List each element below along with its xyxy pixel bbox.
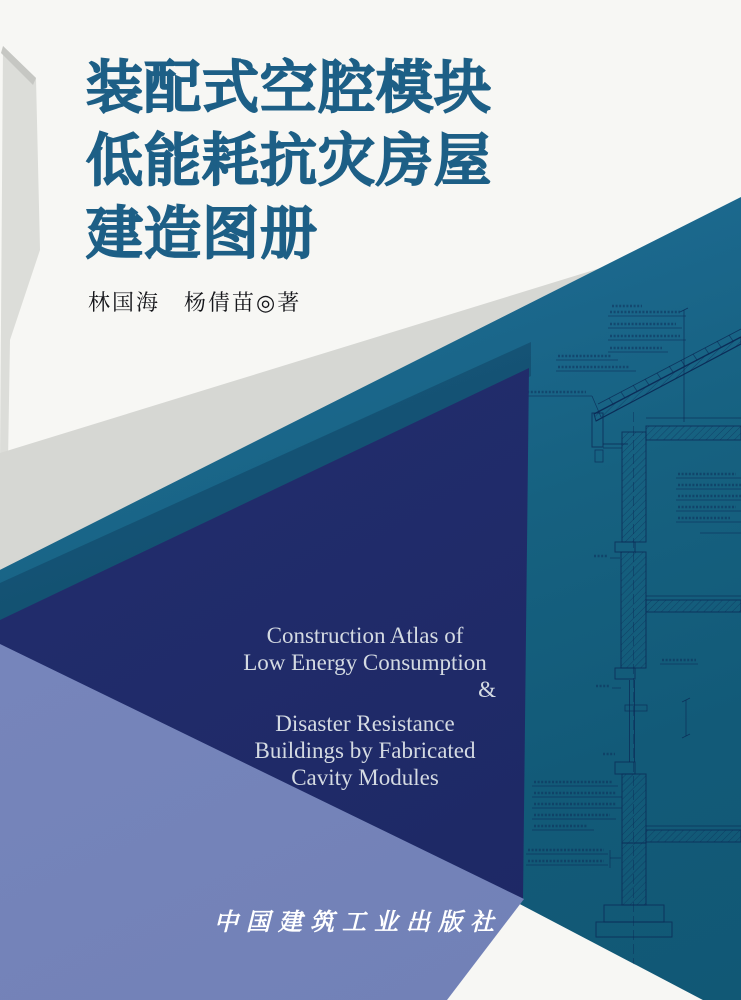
english-title bbox=[212, 622, 518, 791]
book-title bbox=[86, 52, 492, 271]
book-title-line: 低能耗抗灾房屋 bbox=[86, 130, 492, 193]
english-title-line: Construction Atlas of bbox=[266, 623, 464, 648]
english-title-ampersand: & bbox=[478, 677, 496, 702]
english-title-line: Buildings by Fabricated bbox=[254, 738, 476, 763]
book-title-line: 装配式空腔模块 bbox=[86, 57, 492, 120]
english-title-line: Disaster Resistance bbox=[275, 711, 455, 736]
publisher-imprint: 中国建筑工业出版社 bbox=[214, 910, 502, 936]
english-title-line: Low Energy Consumption bbox=[243, 650, 487, 675]
english-title-line: Cavity Modules bbox=[291, 765, 439, 790]
author-line: 林国海 杨倩苗◎著 bbox=[88, 290, 302, 315]
book-title-line: 建造图册 bbox=[86, 203, 318, 266]
